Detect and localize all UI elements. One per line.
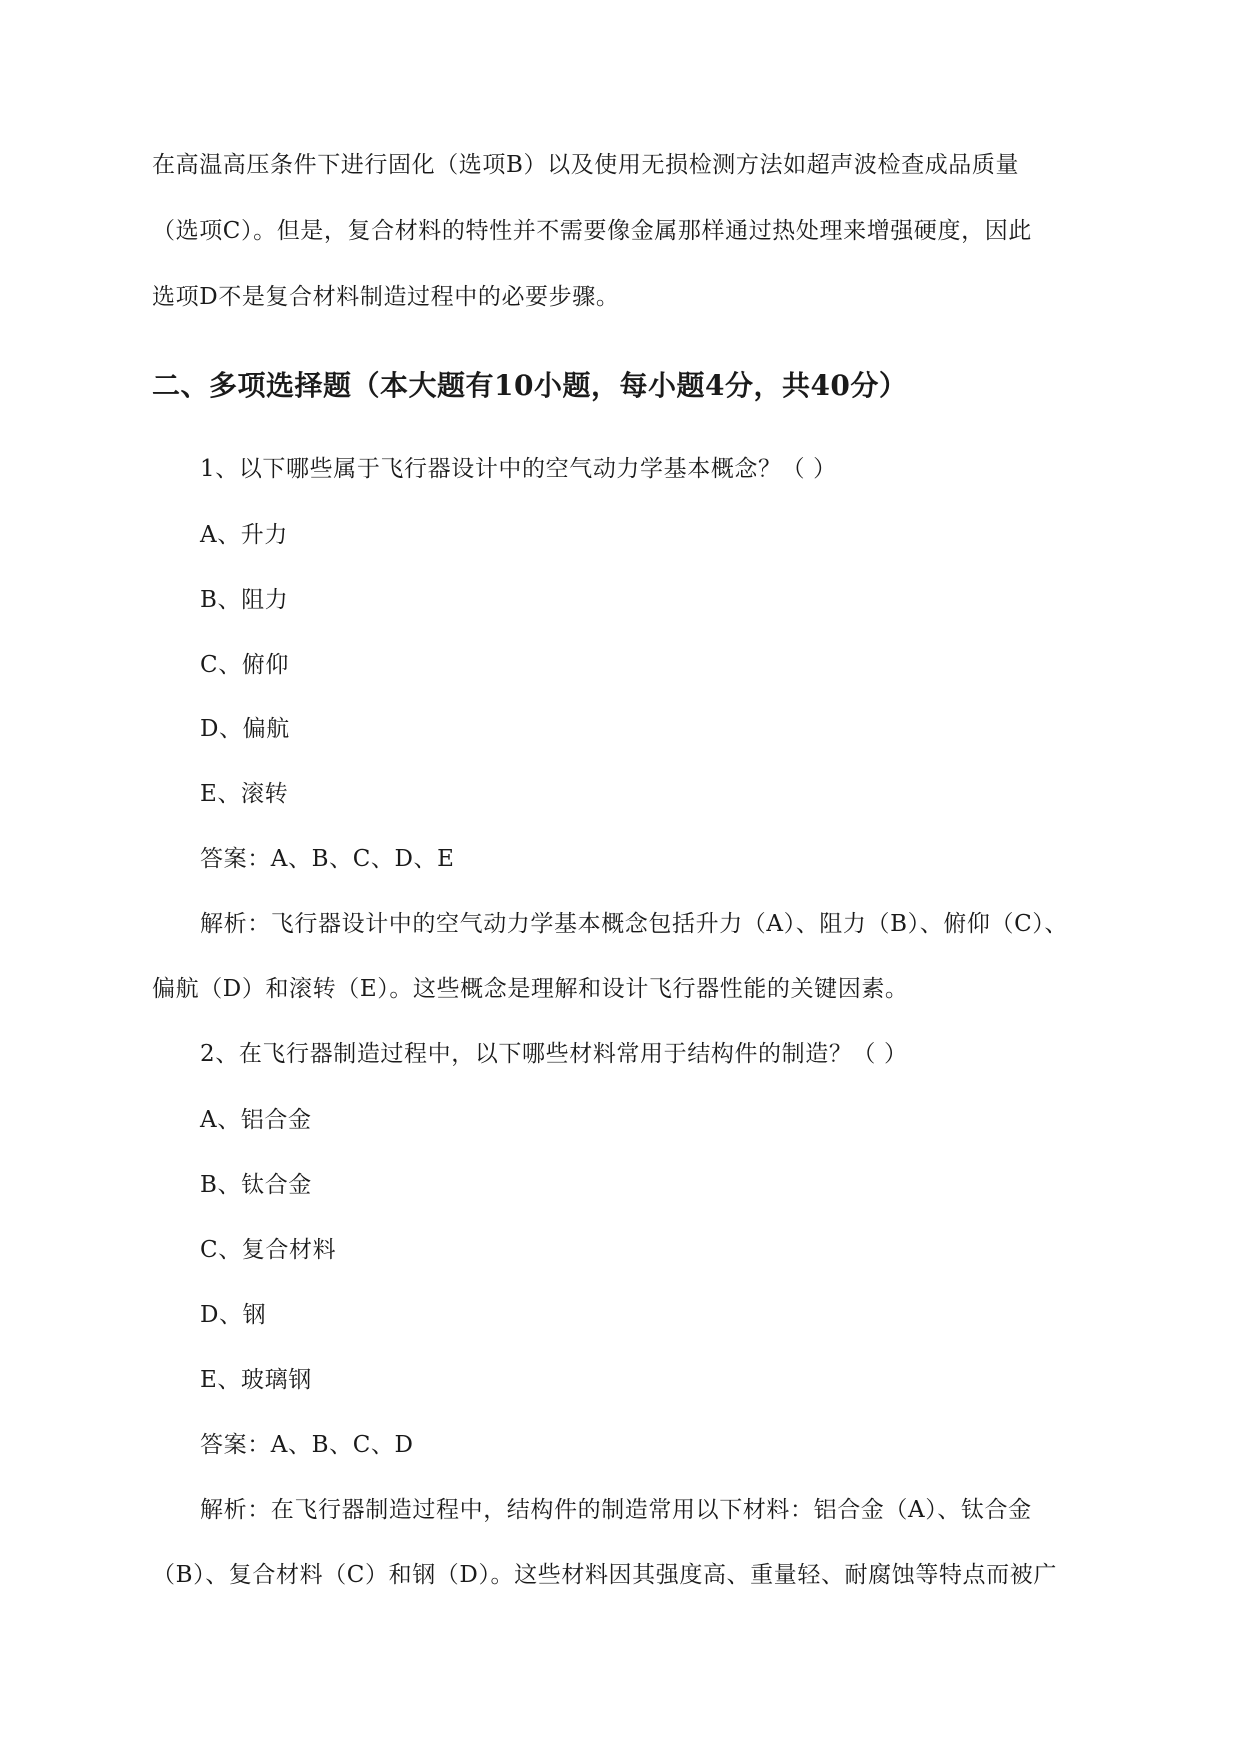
question-1-option-d: D、偏航 <box>200 716 290 742</box>
question-2-answer: 答案：A、B、C、D <box>200 1432 414 1458</box>
section-heading: 二、多项选择题（本大题有10小题，每小题4分，共40分） <box>152 369 908 402</box>
carryover-text-line-3: 选项D不是复合材料制造过程中的必要步骤。 <box>152 284 620 310</box>
question-2-option-a: A、铝合金 <box>200 1107 312 1133</box>
question-1-answer: 答案：A、B、C、D、E <box>200 846 455 872</box>
question-1-option-a: A、升力 <box>200 522 289 548</box>
carryover-text-line-1: 在高温高压条件下进行固化（选项B）以及使用无损检测方法如超声波检查成品质量 <box>152 152 1020 178</box>
question-1-option-c: C、俯仰 <box>200 652 289 678</box>
question-1-option-e: E、滚转 <box>200 781 289 807</box>
question-2-option-d: D、钢 <box>200 1302 267 1328</box>
question-2-analysis-line-1: 解析：在飞行器制造过程中，结构件的制造常用以下材料：铝合金（A）、钛合金 <box>200 1497 1032 1523</box>
question-1-stem: 1、以下哪些属于飞行器设计中的空气动力学基本概念？（ ） <box>200 456 837 482</box>
question-1-option-b: B、阻力 <box>200 587 289 613</box>
question-2-stem: 2、在飞行器制造过程中，以下哪些材料常用于结构件的制造？（ ） <box>200 1041 908 1067</box>
question-1-analysis-line-1: 解析：飞行器设计中的空气动力学基本概念包括升力（A）、阻力（B）、俯仰（C）、 <box>200 911 1069 937</box>
question-1-analysis-line-2: 偏航（D）和滚转（E）。这些概念是理解和设计飞行器性能的关键因素。 <box>152 976 909 1002</box>
question-2-option-b: B、钛合金 <box>200 1172 312 1198</box>
carryover-text-line-2: （选项C）。但是，复合材料的特性并不需要像金属那样通过热处理来增强硬度，因此 <box>152 218 1032 244</box>
question-2-analysis-line-2: （B）、复合材料（C）和钢（D）。这些材料因其强度高、重量轻、耐腐蚀等特点而被广 <box>152 1562 1057 1588</box>
question-2-option-c: C、复合材料 <box>200 1237 337 1263</box>
question-2-option-e: E、玻璃钢 <box>200 1367 312 1393</box>
